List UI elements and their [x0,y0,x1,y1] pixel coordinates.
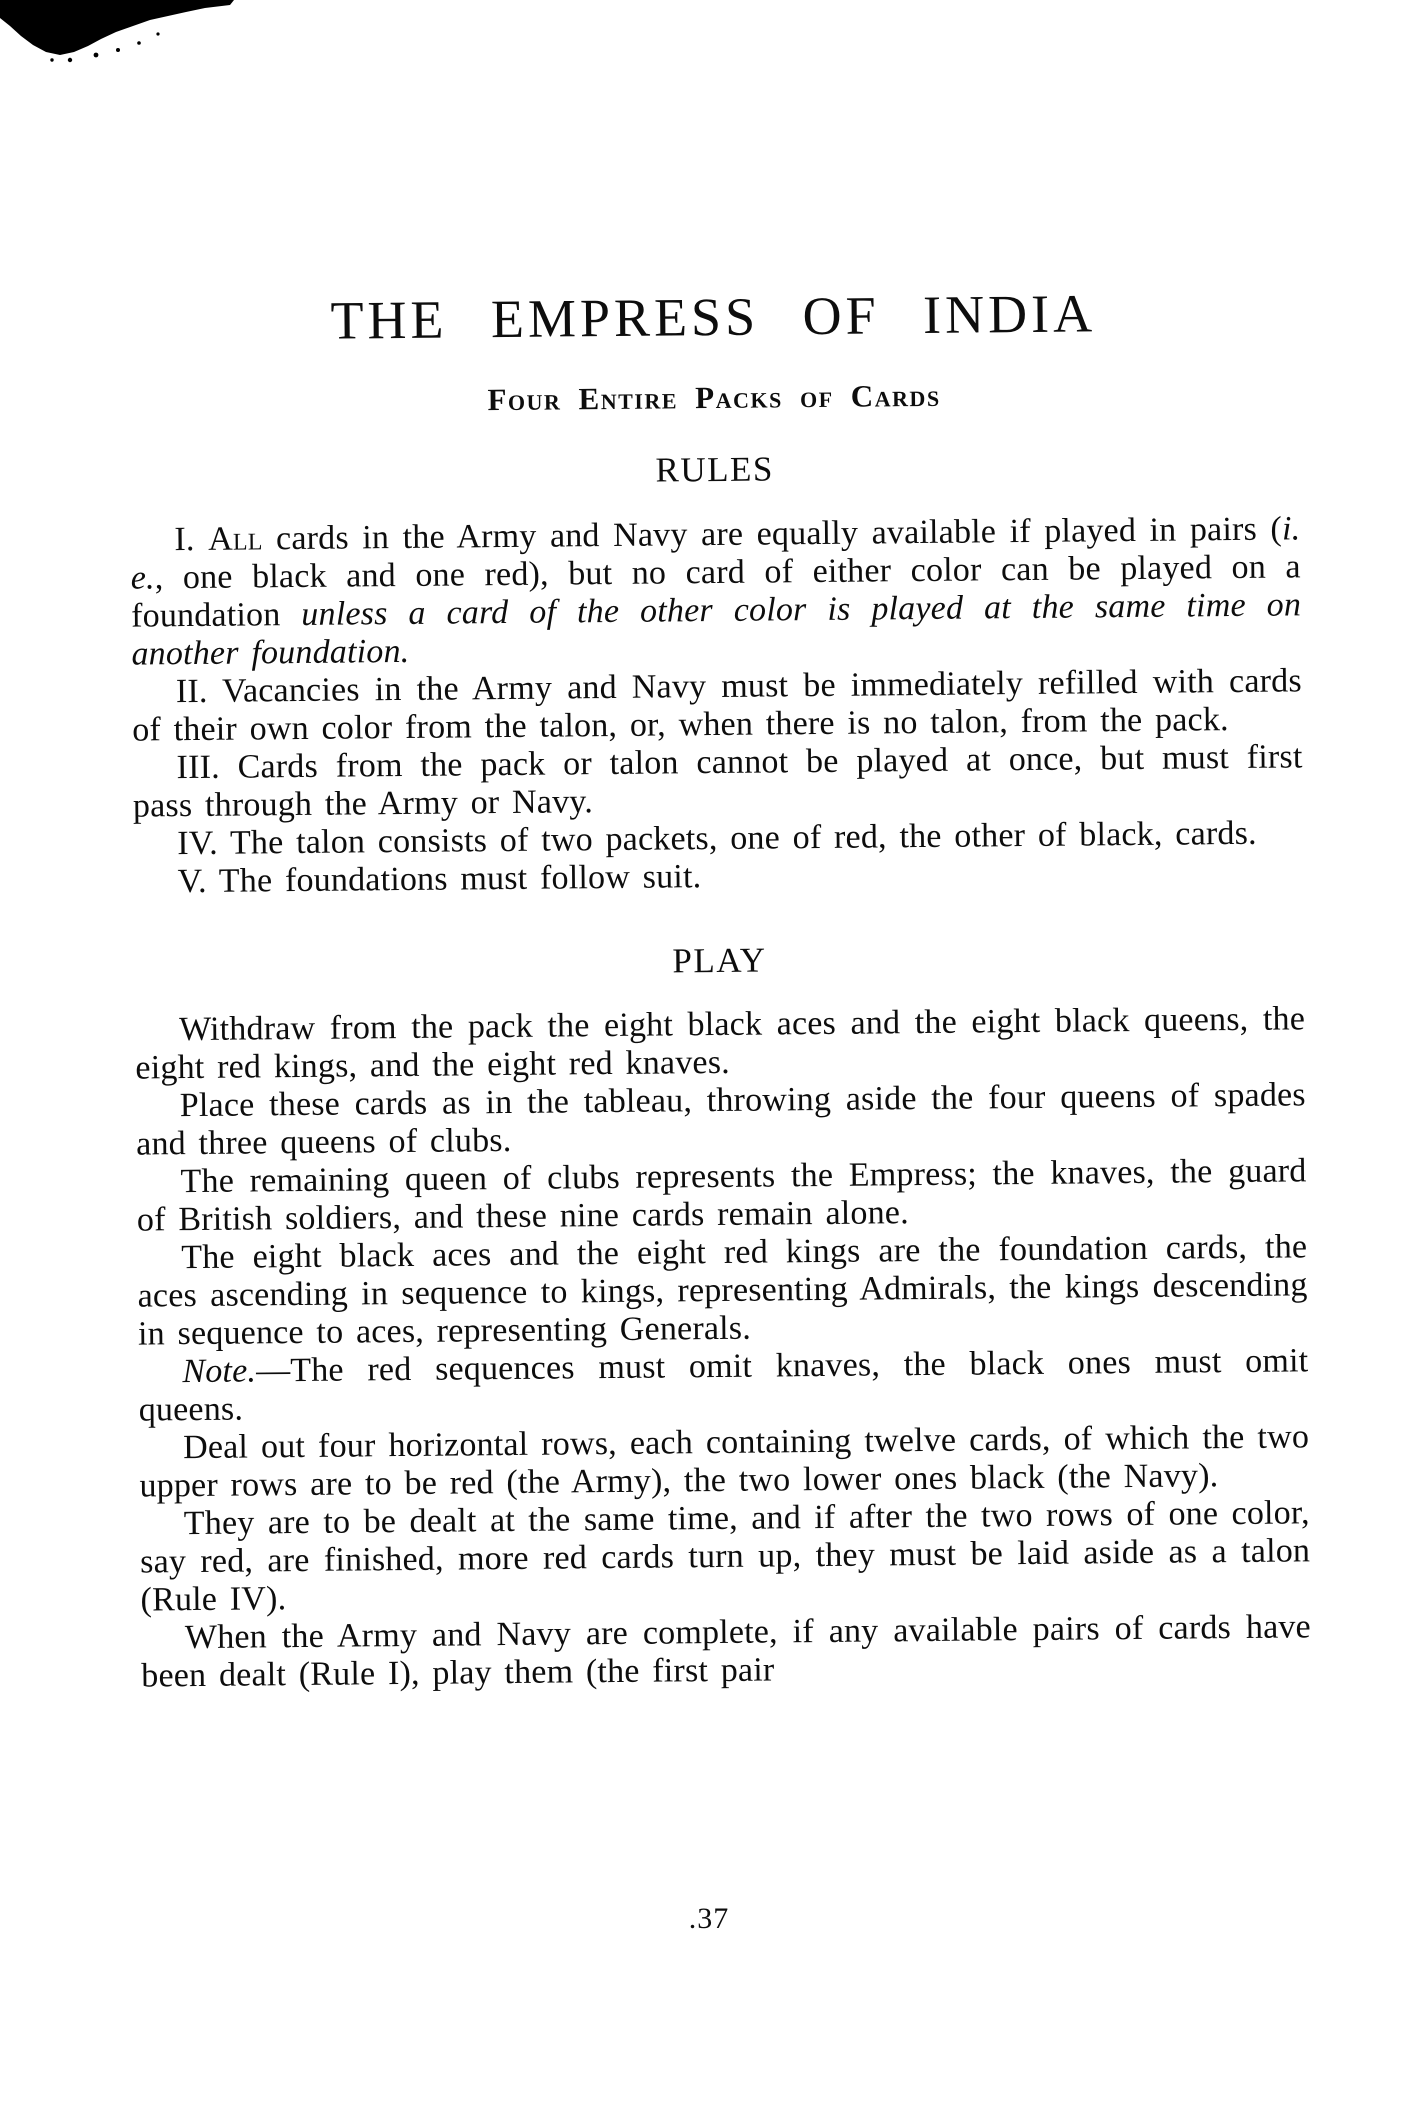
text-segment: Withdraw from the pack the eight black aces and the eight black queens, the eight red kings, and the eight red knaves. [135,1000,1306,1088]
paragraph [130,510,1301,673]
page-title: THE EMPRESS OF INDIA [330,283,1097,351]
scan-corner-smudge [0,0,260,70]
text-segment: cards in the Army and Navy are equally available if played in pairs ( [262,510,1283,558]
text-column [128,282,1311,1696]
paragraph [137,1229,1308,1354]
paragraph [139,1419,1310,1506]
text-segment: The remaining queen of clubs represents the Empress; the knaves, the guard of British soldiers, and these nine cards remain alone. [136,1152,1307,1240]
text-segment: The eight black aces and the eight red kings are the foundation cards, the aces ascending in sequence to kings, representing Admirals, the kings descending in sequence to aces, representing Generals. [137,1228,1308,1354]
paragraph [132,662,1303,749]
text-segment: All [207,520,263,558]
rules-heading: RULES [655,449,775,491]
text-segment: Place these cards as in the tableau, throwing aside the four queens of spades and three queens of clubs. [136,1076,1306,1164]
text-segment: Deal out four horizontal rows, each containing twelve cards, of which the two upper rows are to be red (the Army), the two lower ones black (the Navy). [139,1418,1310,1506]
play-section [135,1001,1312,1696]
text-segment: unless a card of the other color is played at the same time on another foundation. [131,586,1302,673]
text-segment: They are to be dealt at the same time, and if after the two rows of one color, say red, are finished, more red cards turn up, they must be laid aside as a talon (Rule IV). [140,1494,1311,1620]
paragraph [136,1077,1307,1164]
text-segment: I. [174,520,209,559]
paragraph [136,1153,1307,1240]
page-subtitle: Four Entire Packs of Cards [487,378,941,418]
paragraph [132,738,1303,825]
text-segment: i. e. [130,510,1301,597]
rules-section [130,510,1304,901]
paragraph [135,1001,1306,1088]
text-segment: III. Cards from the pack or talon cannot be played at once, but must first pass through the Army or Navy. [132,738,1303,825]
page-number: .37 [688,1902,730,1935]
text-segment: IV. The talon consists of two packets, one of red, the other of black, cards. [177,814,1257,863]
text-segment: , one black and one red), but no card of either color can be played on a foundation [130,548,1301,635]
text-segment: V. The foundations must follow suit. [177,858,702,901]
play-heading: PLAY [672,940,767,981]
text-segment: —The red sequences must omit knaves, the black ones must omit queens. [138,1342,1309,1430]
text-segment: Note. [182,1352,257,1391]
text-segment: II. Vacancies in the Army and Navy must be immediately refilled with cards of their own color from the talon, or, when there is no talon, from the pack. [132,662,1302,749]
paragraph [138,1343,1309,1430]
paragraph [140,1495,1311,1620]
text-segment: When the Army and Navy are complete, if any available pairs of cards have been dealt (Rule I), play them (the first pair [141,1608,1312,1696]
paragraph [141,1609,1312,1696]
